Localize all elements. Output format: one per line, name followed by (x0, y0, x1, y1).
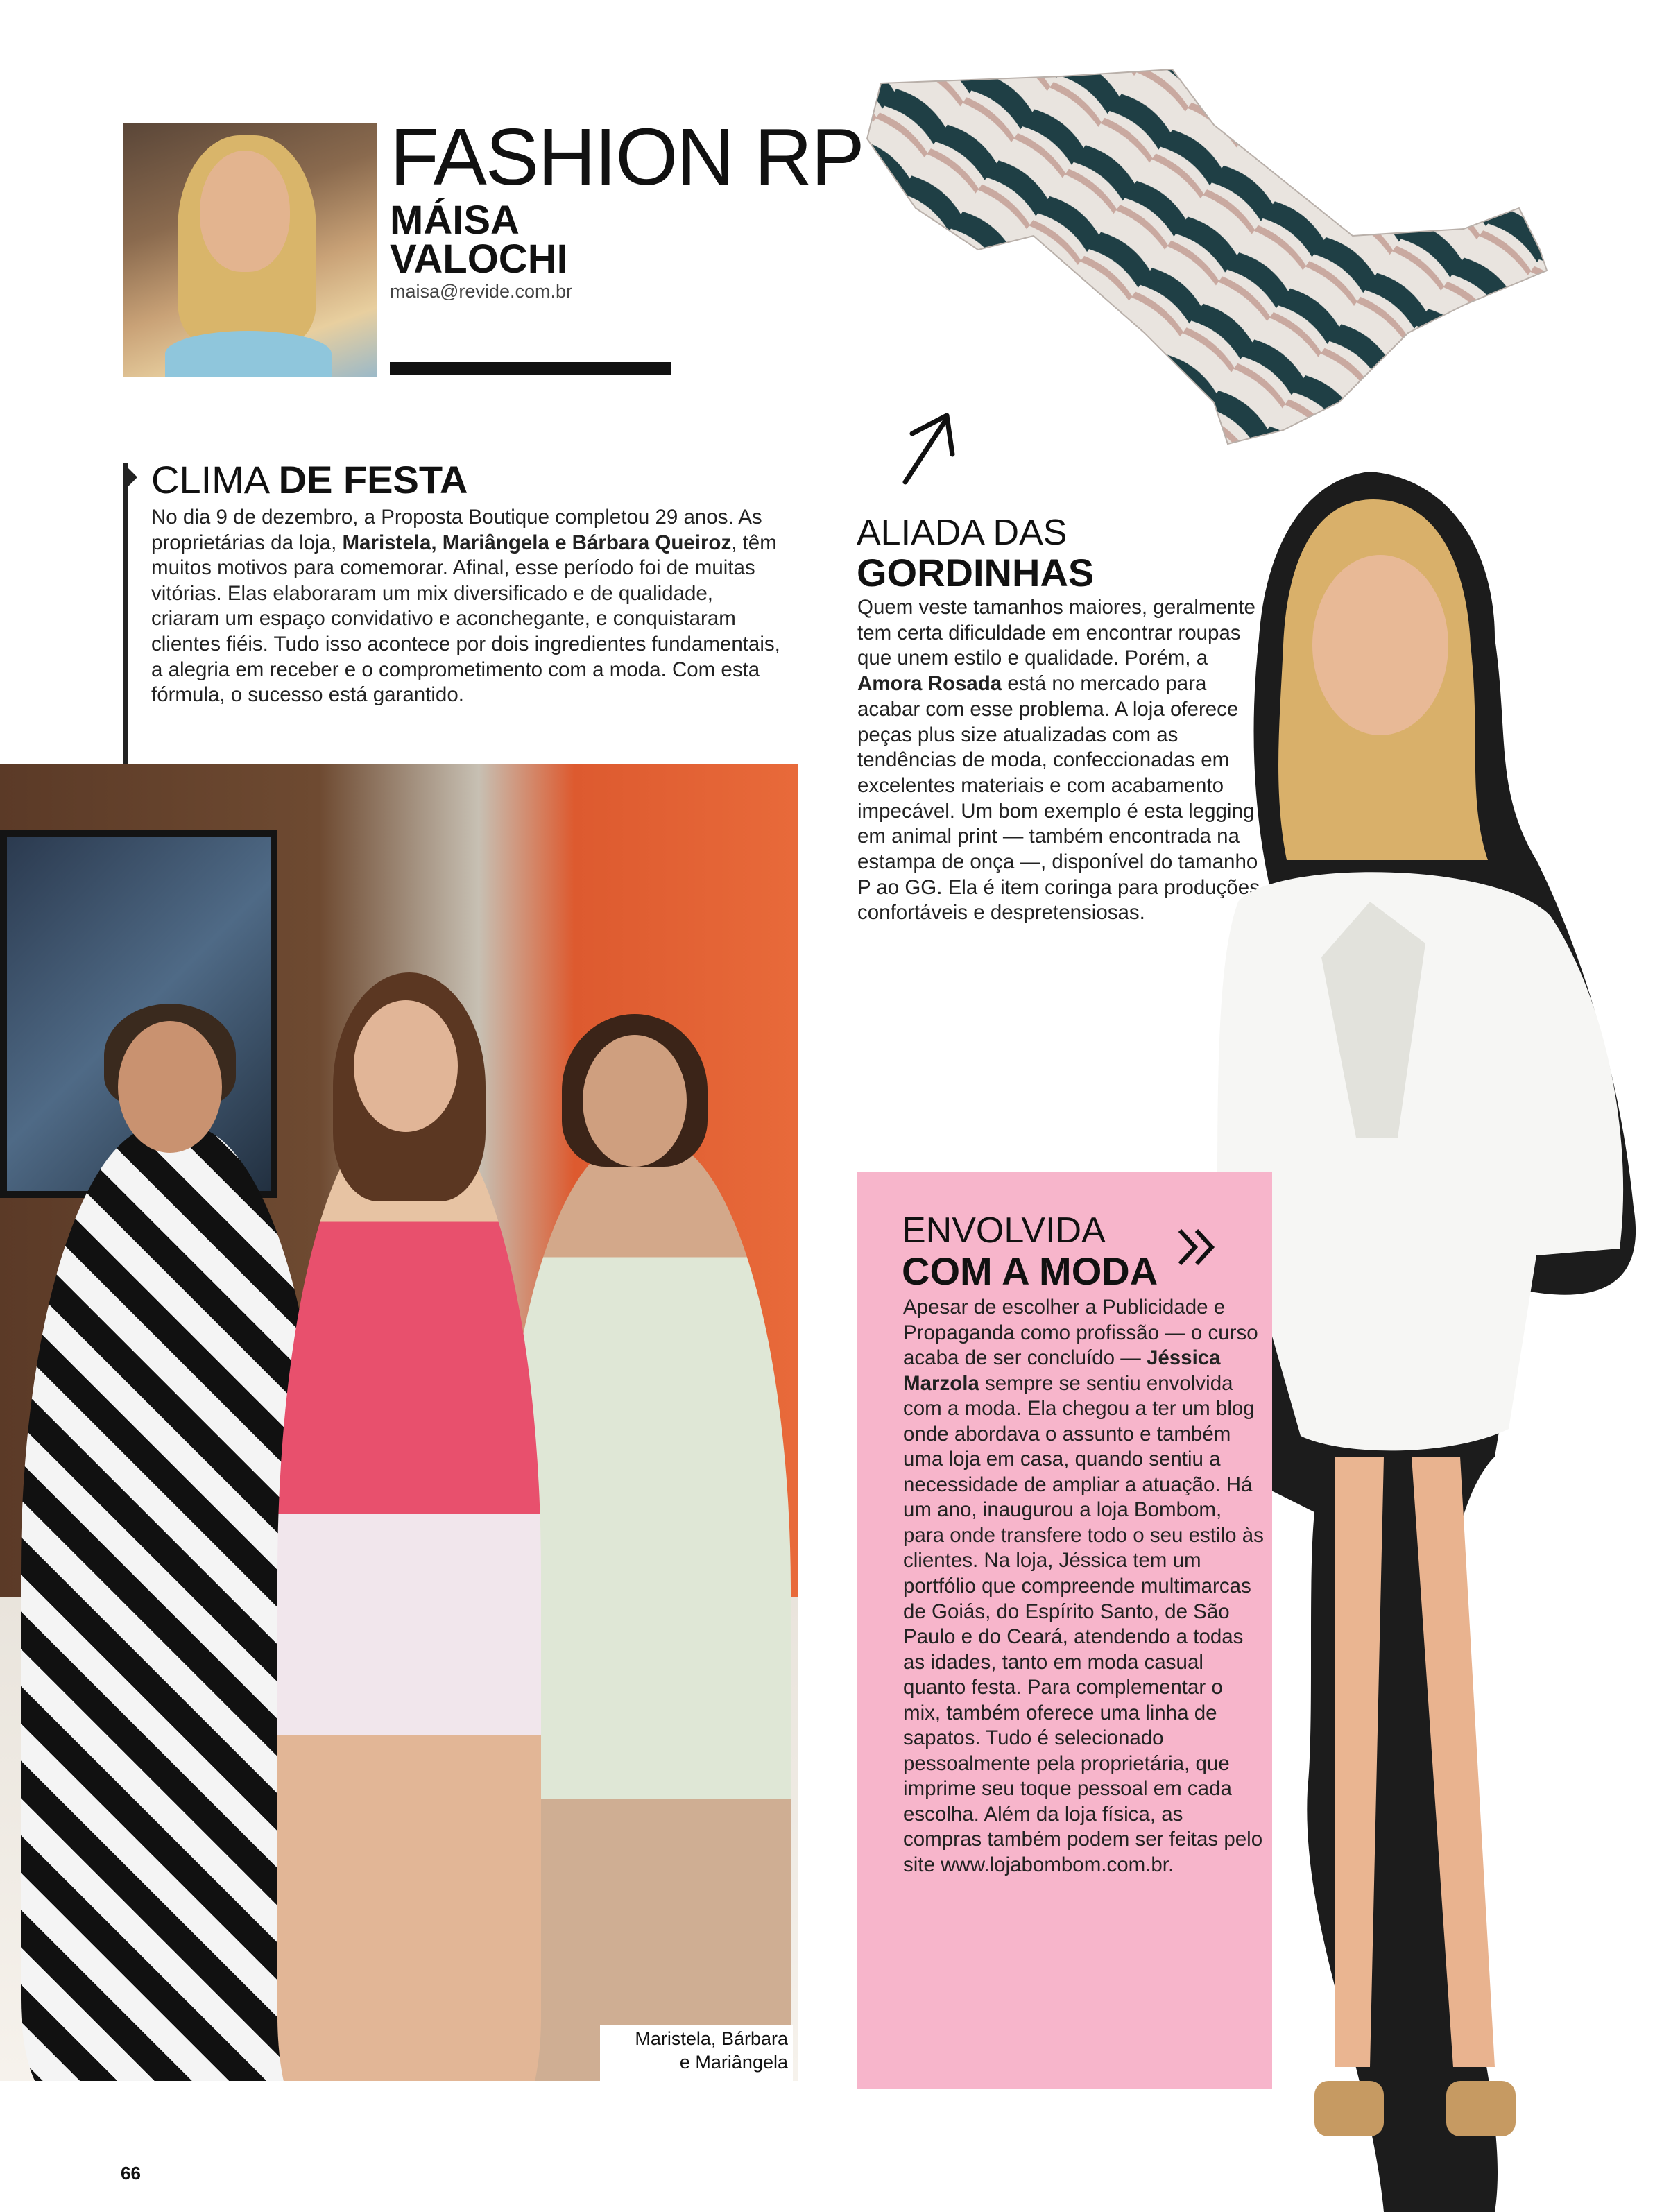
section-title-envolvida-light: ENVOLVIDA (902, 1210, 1106, 1251)
author-last-name: VALOCHI (390, 237, 568, 282)
body-text: , têm muitos motivos para comemorar. Afinal, esse período foi de muitas vitórias. Elas elaboraram um mix diversificado e de qualidade, criaram um espaço convidativo e aconchegante, e conquistaram clientes fiéis. Tudo isso acontece por dois ingredientes fundamentais, a alegria em receber e o comprometimento com a moda. Com esta fórmula, o sucesso está garantido. (151, 531, 780, 707)
author-email[interactable]: maisa@revide.com.br (390, 281, 572, 302)
section-rule (123, 463, 128, 764)
arrow-doodle-icon (891, 406, 968, 489)
body-text: sempre se sentiu envolvida com a moda. Ela chegou a ter um blog onde abordava o assunto e também uma loja em casa, quando sentiu a necessidade de ampliar a atuação. Há um ano, inaugurou a loja Bombom, para onde transfere todo o seu estilo às clientes. Na loja, Jéssica tem um portfólio que compreende multimarcas de Goiás, do Espírito Santo, de São Paulo e do Ceará, atendendo a todas as idades, tanto em moda casual quanto festa. Para complementar o mix, também oferece uma linha de sapatos. Tudo é selecionado pessoalmente pela proprietária, que imprime seu toque pessoal em cada escolha. Além da loja física, as compras também podem ser feitas pelo site www.lojabombom.com.br. (903, 1371, 1264, 1877)
author-first-name: MÁISA (390, 198, 520, 243)
section-title-aliada-bold: GORDINHAS (857, 551, 1095, 594)
caption-line: e Mariângela (679, 2052, 788, 2073)
section-title-clima-de-festa (151, 458, 468, 501)
header-rule (390, 362, 671, 375)
group-photo (0, 764, 798, 2081)
body-text: Apesar de escolher a Publicidade e Propaganda como profissão — o curso acaba de ser concluído — (903, 1296, 1258, 1370)
caption-line: Maristela, Bárbara (635, 2028, 788, 2049)
body-bold-names: Maristela, Mariângela e Bárbara Queiroz (342, 531, 732, 554)
title-light: CLIMA (151, 458, 279, 501)
title-bold: DE FESTA (278, 458, 468, 501)
author-photo (123, 123, 377, 377)
double-chevron-right-icon (1176, 1226, 1219, 1268)
body-text: No dia 9 de dezembro, a Proposta Boutique completou 29 anos. As proprietárias da loja, (151, 506, 762, 554)
body-bold-name: Jéssica Marzola (903, 1346, 1221, 1395)
column-title: FASHION RP (390, 112, 864, 202)
article-body-clima-de-festa (151, 505, 782, 708)
body-bold-brand: Amora Rosada (857, 672, 1002, 696)
article-body-envolvida (903, 1295, 1264, 1878)
section-title-envolvida-bold: COM A MODA (902, 1249, 1158, 1293)
author-name (390, 198, 568, 282)
body-text: está no mercado para acabar com esse problema. A loja oferece peças plus size atualizadas com as tendências de moda, confeccionadas em excelentes materiais e com acabamento impecável. Um bom exemplo é esta legging em animal print — também encontrada na estampa de onça —, disponível do tamanho P ao GG. Ela é item coringa para produções confortáveis e despretensiosas. (857, 672, 1260, 925)
section-title-aliada-light: ALIADA DAS (857, 513, 1068, 553)
body-text: Quem veste tamanhos maiores, geralmente tem certa dificuldade em encontrar roupas que unem estilo e qualidade. Porém, a (857, 596, 1255, 670)
page-number: 66 (121, 2163, 141, 2184)
photo-caption (603, 2027, 788, 2074)
triangle-marker-icon (123, 463, 137, 491)
